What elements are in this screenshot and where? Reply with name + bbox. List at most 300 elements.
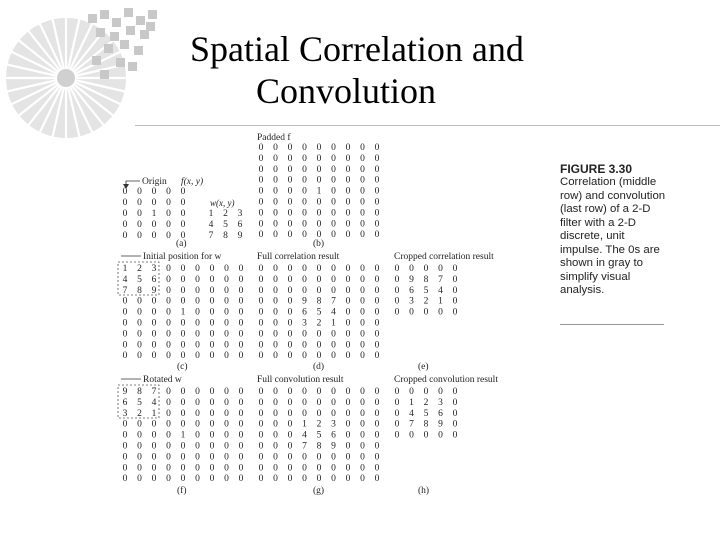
- full-convolution-cell: 0: [258, 441, 264, 452]
- padded-f-cell: 0: [273, 197, 278, 208]
- initial-w-cell: 0: [224, 329, 229, 340]
- full-correlation-cell: 0: [287, 264, 293, 274]
- padded-f-cell: 0: [374, 175, 380, 186]
- cropped-convolution-cell: 0: [394, 419, 400, 430]
- full-correlation-cell: 0: [331, 329, 336, 340]
- full-correlation-cell: 0: [273, 329, 278, 340]
- full-convolution-cell: 0: [316, 474, 322, 485]
- padded-f-cell: 0: [345, 230, 351, 241]
- full-correlation-cell: 0: [302, 264, 307, 274]
- full-convolution-cell: 0: [345, 397, 351, 408]
- rotated-w-cell: 0: [224, 430, 229, 441]
- initial-w-cell: 0: [180, 285, 186, 296]
- initial-w-cell: 0: [122, 329, 128, 340]
- rotated-w-cell: 0: [209, 441, 215, 452]
- f-input-cell: 0: [137, 209, 142, 219]
- padded-f-cell: 0: [316, 143, 322, 153]
- full-correlation-matrix: [259, 264, 380, 361]
- initial-w-cell: 2: [137, 264, 142, 274]
- full-correlation-cell: 0: [258, 285, 264, 296]
- full-convolution-cell: 0: [345, 430, 351, 441]
- padded-f-cell: 0: [360, 230, 365, 241]
- f-input-cell: 1: [151, 209, 157, 219]
- full-correlation-cell: 0: [360, 351, 365, 362]
- rotated-w-cell: 0: [137, 430, 142, 441]
- rotated-w-cell: 0: [224, 397, 229, 408]
- initial-w-cell: 0: [180, 340, 186, 351]
- w-kernel-cell: 1: [208, 209, 214, 219]
- cropped-correlation-cell: 0: [394, 285, 400, 296]
- full-correlation-cell: 0: [345, 296, 351, 307]
- full-convolution-cell: 5: [316, 430, 322, 441]
- initial-w-cell: 0: [122, 351, 128, 362]
- cropped-correlation-cell: 8: [423, 274, 429, 285]
- rotated-w-cell: 4: [151, 397, 157, 408]
- initial-w-cell: 0: [224, 307, 229, 318]
- padded-f-cell: 0: [374, 164, 380, 175]
- padded-f-cell: 0: [287, 143, 293, 153]
- initial-w-cell: 0: [122, 318, 128, 329]
- initial-w-cell: 0: [137, 307, 142, 318]
- full-correlation-cell: 2: [316, 318, 322, 329]
- padded-f-cell: 0: [273, 219, 278, 230]
- padded-f-cell: 0: [345, 143, 351, 153]
- rotated-w-cell: 0: [195, 408, 200, 419]
- padded-f-cell: 0: [360, 153, 365, 164]
- rotated-w-cell: 0: [195, 474, 200, 485]
- initial-w-cell: 0: [166, 264, 171, 274]
- full-convolution-cell: 0: [374, 408, 380, 419]
- initial-w-cell: 0: [238, 264, 244, 274]
- w-kernel-cell: 8: [223, 231, 228, 241]
- initial-w-cell: 0: [137, 329, 142, 340]
- full-correlation-cell: 5: [316, 307, 322, 318]
- padded-f-cell: 0: [258, 230, 264, 241]
- f-input-cell: 0: [137, 198, 142, 208]
- padded-f-cell: 0: [258, 164, 264, 175]
- initial-w-cell: 0: [166, 340, 171, 351]
- full-correlation-cell: 0: [360, 296, 365, 307]
- initial-w-cell: 0: [195, 274, 200, 285]
- full-correlation-cell: 0: [302, 351, 307, 362]
- full-correlation-cell: 0: [345, 264, 351, 274]
- padded-f-cell: 0: [258, 208, 264, 219]
- f-input-cell: 0: [180, 220, 186, 230]
- full-convolution-cell: 6: [331, 430, 336, 441]
- full-correlation-cell: 0: [360, 318, 365, 329]
- cropped-convolution-cell: 0: [423, 430, 429, 441]
- full-convolution-cell: 0: [360, 408, 365, 419]
- initial-w-cell: 0: [209, 318, 215, 329]
- rotated-w-cell: 0: [180, 463, 186, 474]
- f-input-cell: 0: [151, 231, 157, 241]
- rotated-w-cell: 0: [166, 452, 171, 463]
- initial-w-cell: 0: [166, 285, 171, 296]
- full-correlation-cell: 0: [374, 318, 380, 329]
- rotated-w-cell: 0: [238, 397, 244, 408]
- padded-f-cell: 0: [360, 175, 365, 186]
- full-correlation-cell: 0: [258, 318, 264, 329]
- cropped-correlation-cell: 0: [394, 274, 400, 285]
- f-input-matrix: [123, 187, 186, 241]
- padded-f-matrix: [259, 143, 380, 240]
- full-convolution-cell: 0: [287, 408, 293, 419]
- full-correlation-cell: 0: [360, 285, 365, 296]
- full-convolution-cell: 0: [287, 463, 293, 474]
- cropped-correlation-cell: 0: [409, 307, 414, 318]
- rotated-w-cell: 0: [195, 452, 200, 463]
- rotated-w-cell: 0: [122, 463, 128, 474]
- cropped-convolution-matrix: [395, 387, 458, 441]
- caption-divider: [560, 324, 664, 325]
- initial-w-cell: 0: [166, 307, 171, 318]
- full-convolution-cell: 0: [302, 474, 307, 485]
- cropped-correlation-cell: 0: [452, 285, 458, 296]
- full-convolution-cell: 0: [316, 397, 322, 408]
- rotated-w-cell: 0: [238, 474, 244, 485]
- full-convolution-cell: 0: [273, 452, 278, 463]
- padded-f-cell: 0: [287, 153, 293, 164]
- cropped-correlation-cell: 0: [394, 307, 400, 318]
- initial-w-cell: 0: [180, 351, 186, 362]
- rotated-w-cell: 0: [166, 441, 171, 452]
- full-convolution-cell: 0: [360, 419, 365, 430]
- cropped-convolution-cell: 0: [409, 430, 414, 441]
- full-correlation-cell: 0: [345, 307, 351, 318]
- rotated-w-cell: 0: [166, 397, 171, 408]
- rotated-w-matrix: [123, 387, 244, 484]
- full-convolution-cell: 0: [331, 387, 336, 397]
- w-kernel-cell: 2: [223, 209, 228, 219]
- full-correlation-cell: 8: [316, 296, 322, 307]
- padded-f-cell: 0: [273, 230, 278, 241]
- rotated-w-label: Rotated w: [143, 375, 182, 385]
- full-correlation-cell: 0: [360, 329, 365, 340]
- cropped-convolution-cell: 5: [423, 408, 429, 419]
- panel-c-label: (c): [177, 362, 188, 372]
- full-correlation-cell: 0: [316, 274, 322, 285]
- padded-f-cell: 0: [374, 219, 380, 230]
- full-convolution-cell: 8: [316, 441, 322, 452]
- full-convolution-cell: 0: [360, 474, 365, 485]
- full-correlation-cell: 0: [258, 264, 264, 274]
- full-convolution-cell: 0: [258, 397, 264, 408]
- origin-label: Origin: [142, 177, 167, 187]
- padded-f-cell: 0: [374, 153, 380, 164]
- f-input-cell: 0: [151, 198, 157, 208]
- initial-w-cell: 0: [151, 329, 157, 340]
- f-input-cell: 0: [137, 187, 142, 197]
- padded-f-cell: 0: [302, 230, 307, 241]
- initial-w-cell: 0: [224, 340, 229, 351]
- cropped-convolution-cell: 0: [452, 397, 458, 408]
- full-correlation-cell: 0: [316, 285, 322, 296]
- cropped-convolution-cell: 0: [438, 387, 443, 397]
- cropped-correlation-cell: 5: [423, 285, 429, 296]
- padded-f-cell: 0: [345, 153, 351, 164]
- initial-w-cell: 0: [195, 329, 200, 340]
- initial-w-cell: 0: [238, 340, 244, 351]
- cropped-correlation-cell: 6: [409, 285, 414, 296]
- full-convolution-cell: 0: [258, 419, 264, 430]
- rotated-w-cell: 0: [238, 419, 244, 430]
- panel-d-label: (d): [313, 362, 325, 372]
- initial-w-cell: 0: [180, 264, 186, 274]
- rotated-w-cell: 0: [238, 441, 244, 452]
- full-convolution-cell: 0: [273, 419, 278, 430]
- full-correlation-label: Full correlation result: [257, 252, 340, 262]
- rotated-w-cell: 0: [195, 397, 200, 408]
- initial-w-cell: 0: [238, 351, 244, 362]
- full-correlation-cell: 0: [273, 264, 278, 274]
- f-input-cell: 0: [122, 187, 128, 197]
- initial-w-cell: 9: [151, 285, 157, 296]
- cropped-convolution-cell: 0: [452, 430, 458, 441]
- rotated-w-cell: 0: [180, 452, 186, 463]
- initial-w-cell: 0: [224, 296, 229, 307]
- rotated-w-cell: 0: [122, 430, 128, 441]
- full-convolution-cell: 0: [360, 452, 365, 463]
- full-correlation-cell: 0: [258, 274, 264, 285]
- initial-w-cell: 7: [122, 285, 128, 296]
- padded-f-cell: 0: [316, 164, 322, 175]
- panel-g-label: (g): [313, 486, 325, 496]
- full-correlation-cell: 0: [316, 329, 322, 340]
- padded-f-cell: 0: [258, 197, 264, 208]
- rotated-w-cell: 0: [122, 441, 128, 452]
- rotated-w-cell: 0: [180, 441, 186, 452]
- full-convolution-cell: 0: [273, 387, 278, 397]
- f-input-cell: 0: [151, 187, 157, 197]
- full-convolution-cell: 0: [258, 408, 264, 419]
- full-convolution-cell: 0: [273, 474, 278, 485]
- full-correlation-cell: 0: [374, 274, 380, 285]
- initial-w-cell: 0: [224, 318, 229, 329]
- cropped-correlation-cell: 7: [438, 274, 443, 285]
- rotated-w-cell: 6: [122, 397, 128, 408]
- full-convolution-cell: 0: [273, 408, 278, 419]
- w-kernel-cell: 9: [237, 231, 243, 241]
- initial-w-cell: 0: [137, 340, 142, 351]
- initial-w-cell: 0: [166, 351, 171, 362]
- initial-w-cell: 0: [151, 351, 157, 362]
- full-correlation-cell: 0: [360, 307, 365, 318]
- initial-w-cell: 0: [195, 340, 200, 351]
- initial-w-cell: 4: [122, 274, 128, 285]
- rotated-w-cell: 0: [166, 463, 171, 474]
- padded-f-cell: 0: [360, 164, 365, 175]
- cropped-correlation-cell: 3: [409, 296, 414, 307]
- full-convolution-cell: 0: [273, 397, 278, 408]
- caption-figure-number: FIGURE 3.30: [560, 162, 633, 176]
- full-convolution-cell: 0: [374, 452, 380, 463]
- rotated-w-cell: 9: [122, 387, 128, 397]
- cropped-convolution-cell: 3: [438, 397, 443, 408]
- cropped-correlation-cell: 0: [423, 307, 429, 318]
- initial-w-cell: 0: [137, 318, 142, 329]
- rotated-w-cell: 0: [122, 419, 128, 430]
- initial-w-cell: 0: [238, 274, 244, 285]
- full-correlation-cell: 0: [360, 274, 365, 285]
- cropped-correlation-cell: 1: [438, 296, 443, 307]
- full-correlation-cell: 0: [287, 274, 293, 285]
- w-kernel-matrix: [209, 209, 243, 241]
- full-convolution-cell: 0: [316, 463, 322, 474]
- rotated-w-cell: 0: [224, 419, 229, 430]
- full-convolution-cell: 0: [258, 452, 264, 463]
- rotated-w-cell: 0: [238, 430, 244, 441]
- full-convolution-cell: 0: [345, 463, 351, 474]
- full-convolution-cell: 0: [273, 430, 278, 441]
- padded-f-cell: 0: [360, 219, 365, 230]
- caption-text: Correlation (middle row) and convolution (last row) of a 2-D filter with a 2-D discrete, unit impulse. The 0s are shown in gray to simplify visual analysis.: [560, 176, 666, 296]
- initial-w-cell: 0: [238, 329, 244, 340]
- cropped-correlation-cell: 0: [452, 307, 458, 318]
- panel-h-label: (h): [418, 486, 430, 496]
- padded-f-label: Padded f: [257, 133, 291, 143]
- figure-caption: [560, 162, 670, 298]
- cropped-correlation-cell: 0: [394, 264, 400, 274]
- padded-f-cell: 0: [258, 186, 264, 197]
- rotated-w-cell: 0: [137, 441, 142, 452]
- rotated-w-cell: 0: [166, 408, 171, 419]
- full-convolution-cell: 4: [302, 430, 307, 441]
- padded-f-cell: 0: [302, 153, 307, 164]
- padded-f-cell: 0: [316, 208, 322, 219]
- full-correlation-cell: 0: [374, 340, 380, 351]
- w-xy-label: w(x, y): [210, 198, 235, 208]
- slide-title-line-1: Spatial Correlation and: [190, 29, 524, 69]
- initial-w-cell: 0: [195, 264, 200, 274]
- rotated-w-cell: 3: [122, 408, 128, 419]
- padded-f-cell: 0: [345, 186, 351, 197]
- rotated-w-cell: 0: [137, 419, 142, 430]
- full-convolution-cell: 0: [331, 463, 336, 474]
- padded-f-cell: 0: [302, 186, 307, 197]
- cropped-correlation-cell: 0: [452, 274, 458, 285]
- cropped-convolution-cell: 1: [409, 397, 414, 408]
- full-correlation-cell: 0: [273, 296, 278, 307]
- padded-f-cell: 0: [331, 197, 336, 208]
- full-convolution-cell: 0: [360, 430, 365, 441]
- rotated-w-cell: 0: [122, 474, 128, 485]
- padded-f-cell: 0: [287, 186, 293, 197]
- full-convolution-cell: 0: [302, 387, 307, 397]
- initial-w-cell: 0: [224, 285, 229, 296]
- w-kernel-cell: 3: [237, 209, 243, 219]
- cropped-convolution-label: Cropped convolution result: [394, 375, 498, 385]
- full-correlation-cell: 0: [374, 296, 380, 307]
- padded-f-cell: 0: [345, 197, 351, 208]
- initial-w-cell: 8: [137, 285, 142, 296]
- cropped-correlation-label: Cropped correlation result: [394, 252, 494, 262]
- f-xy-label: f(x, y): [181, 177, 204, 187]
- initial-w-cell: 0: [238, 307, 244, 318]
- rotated-w-cell: 7: [151, 387, 157, 397]
- rotated-w-cell: 0: [209, 452, 215, 463]
- full-convolution-cell: 0: [345, 474, 351, 485]
- cropped-convolution-cell: 6: [438, 408, 443, 419]
- full-convolution-cell: 0: [374, 463, 380, 474]
- padded-f-cell: 0: [360, 143, 365, 153]
- padded-f-cell: 0: [331, 175, 336, 186]
- cropped-correlation-matrix: [395, 264, 458, 318]
- padded-f-cell: 0: [273, 186, 278, 197]
- rotated-w-cell: 2: [137, 408, 142, 419]
- full-convolution-cell: 0: [345, 419, 351, 430]
- initial-w-cell: 0: [209, 340, 215, 351]
- initial-w-cell: 0: [166, 329, 171, 340]
- full-correlation-cell: 0: [287, 329, 293, 340]
- initial-w-cell: 0: [180, 318, 186, 329]
- full-convolution-cell: 0: [258, 474, 264, 485]
- padded-f-cell: 0: [374, 208, 380, 219]
- padded-f-cell: 0: [345, 208, 351, 219]
- cropped-convolution-cell: 0: [452, 419, 458, 430]
- initial-w-cell: 0: [209, 274, 215, 285]
- f-input-cell: 0: [180, 209, 186, 219]
- full-convolution-cell: 0: [360, 463, 365, 474]
- initial-w-cell: 0: [151, 318, 157, 329]
- full-convolution-cell: 0: [374, 474, 380, 485]
- full-convolution-cell: 0: [287, 441, 293, 452]
- rotated-w-cell: 0: [224, 474, 229, 485]
- rotated-w-cell: 0: [180, 419, 186, 430]
- initial-w-cell: 0: [224, 274, 229, 285]
- cropped-correlation-cell: 0: [438, 264, 443, 274]
- f-input-cell: 0: [166, 198, 171, 208]
- rotated-w-cell: 0: [209, 408, 215, 419]
- full-correlation-cell: 0: [258, 351, 264, 362]
- full-correlation-cell: 0: [316, 264, 322, 274]
- initial-position-label: Initial position for w: [143, 252, 222, 262]
- panel-f-label: (f): [177, 486, 187, 496]
- full-correlation-cell: 0: [331, 351, 336, 362]
- initial-w-cell: 0: [166, 274, 171, 285]
- padded-f-cell: 0: [331, 230, 336, 241]
- full-convolution-cell: 0: [302, 463, 307, 474]
- padded-f-cell: 0: [302, 197, 307, 208]
- full-correlation-cell: 0: [345, 274, 351, 285]
- full-convolution-cell: 0: [287, 474, 293, 485]
- rotated-w-cell: 0: [122, 452, 128, 463]
- padded-f-cell: 0: [331, 143, 336, 153]
- rotated-w-cell: 0: [209, 463, 215, 474]
- cropped-correlation-cell: 2: [423, 296, 429, 307]
- full-correlation-cell: 0: [287, 307, 293, 318]
- full-convolution-cell: 1: [302, 419, 307, 430]
- full-correlation-cell: 0: [374, 285, 380, 296]
- cropped-convolution-cell: 0: [394, 387, 400, 397]
- full-convolution-cell: 0: [374, 419, 380, 430]
- full-convolution-cell: 9: [331, 441, 336, 452]
- padded-f-cell: 0: [287, 164, 293, 175]
- padded-f-cell: 0: [302, 164, 307, 175]
- padded-f-cell: 0: [316, 175, 322, 186]
- initial-w-cell: 1: [122, 264, 128, 274]
- rotated-w-cell: 1: [180, 430, 186, 441]
- full-convolution-cell: 0: [316, 452, 322, 463]
- full-correlation-cell: 0: [360, 264, 365, 274]
- initial-w-cell: 0: [151, 296, 157, 307]
- full-convolution-cell: 0: [258, 463, 264, 474]
- padded-f-cell: 0: [360, 208, 365, 219]
- padded-f-cell: 0: [374, 186, 380, 197]
- cropped-convolution-cell: 9: [438, 419, 443, 430]
- full-correlation-cell: 0: [302, 329, 307, 340]
- full-correlation-cell: 0: [345, 351, 351, 362]
- rotated-w-cell: 0: [224, 463, 229, 474]
